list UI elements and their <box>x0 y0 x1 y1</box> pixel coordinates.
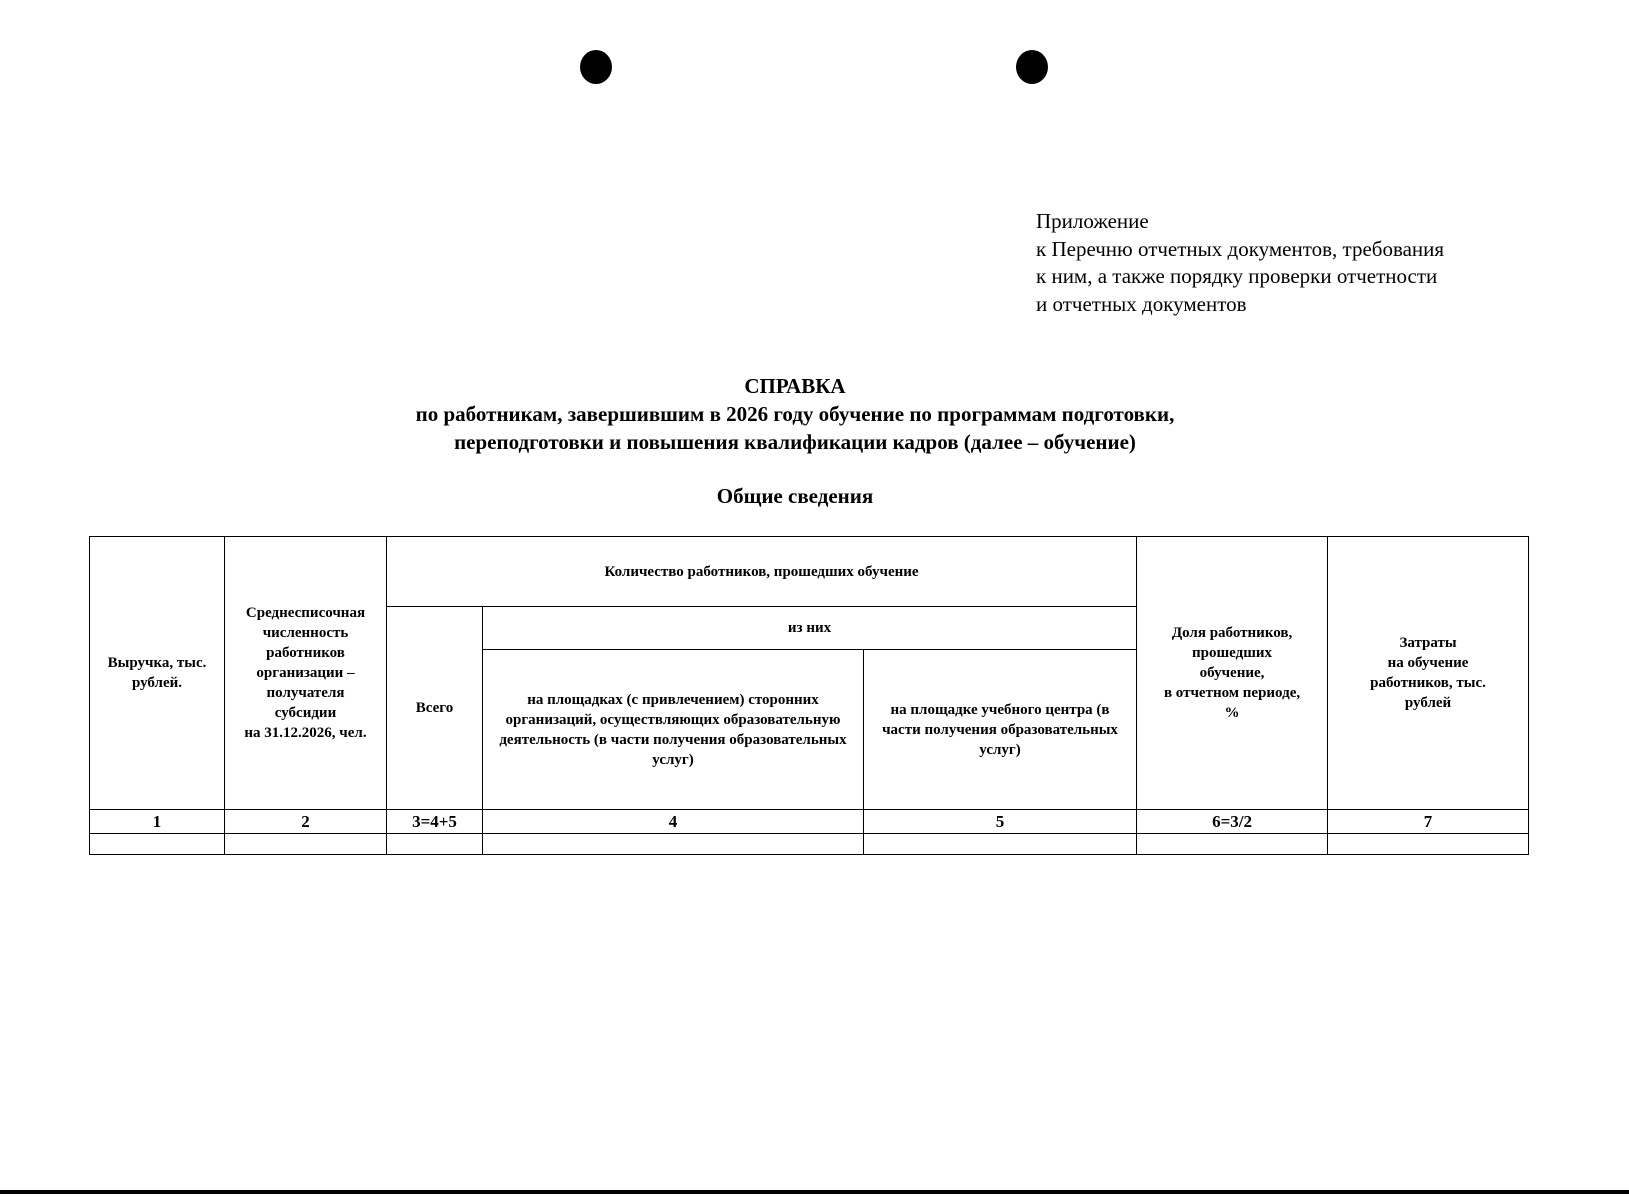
punch-hole-right <box>1016 50 1048 84</box>
column-number: 1 <box>90 810 225 834</box>
appendix-note <box>1036 208 1444 318</box>
column-number: 3=4+5 <box>387 810 483 834</box>
header-third-party-sites: на площадках (с привлечением) сторонних организаций, осуществляющих образовательную деятельность (в части получения образовательных услуг) <box>483 650 864 810</box>
column-number: 5 <box>864 810 1137 834</box>
document-heading: СПРАВКА <box>744 374 846 398</box>
table-cell <box>225 834 387 855</box>
header-training-costs <box>1328 537 1529 810</box>
header-line: работников <box>266 645 345 661</box>
header-line: в отчетном периоде, <box>1163 685 1301 701</box>
header-of-them: из них <box>483 607 1137 650</box>
header-training-center: на площадке учебного центра (в части получения образовательных услуг) <box>864 650 1137 810</box>
scan-bottom-edge <box>0 1190 1629 1194</box>
table-cell <box>387 834 483 855</box>
punch-hole-left <box>580 50 612 84</box>
header-line: рублей <box>1404 695 1452 711</box>
appendix-line: Приложение <box>1036 209 1149 233</box>
header-line: субсидии <box>274 705 337 721</box>
header-line: прошедших <box>1192 645 1273 661</box>
table-cell <box>1328 834 1529 855</box>
header-line: получателя <box>266 685 345 701</box>
table-cell <box>864 834 1137 855</box>
column-numbers-row <box>90 810 1529 834</box>
table-row <box>90 834 1529 855</box>
header-share-trained <box>1137 537 1328 810</box>
appendix-line: к Перечню отчетных документов, требования <box>1036 236 1445 261</box>
header-line: Затраты <box>1399 635 1457 651</box>
general-info-table <box>89 536 1529 855</box>
header-total: Всего <box>387 607 483 810</box>
section-title: Общие сведения <box>716 484 874 508</box>
header-trained-count: Количество работников, прошедших обучение <box>387 537 1137 607</box>
header-line: обучение, <box>1199 665 1265 681</box>
header-line: на обучение <box>1387 655 1469 671</box>
column-number: 6=3/2 <box>1137 810 1328 834</box>
header-line: Доля работников, <box>1171 625 1293 641</box>
column-number: 2 <box>225 810 387 834</box>
document-subtitle-line: по работникам, завершившим в 2026 году обучение по программам подготовки, <box>415 402 1175 426</box>
header-line: численность <box>262 625 349 641</box>
header-line: на 31.12.2026, чел. <box>244 725 367 741</box>
header-avg-headcount <box>225 537 387 810</box>
header-line: организации – <box>256 665 355 681</box>
document-subtitle-line: переподготовки и повышения квалификации кадров (далее – обучение) <box>454 430 1136 454</box>
table-cell <box>483 834 864 855</box>
header-line: работников, тыс. <box>1370 675 1486 691</box>
appendix-line: к ним, а также порядку проверки отчетности <box>1036 264 1438 288</box>
column-number: 7 <box>1328 810 1529 834</box>
document-title <box>0 372 1590 456</box>
table-cell <box>90 834 225 855</box>
header-revenue: Выручка, тыс. рублей. <box>90 537 225 810</box>
column-number: 4 <box>483 810 864 834</box>
table-cell <box>1137 834 1328 855</box>
header-line: % <box>1224 705 1240 721</box>
header-line: Среднесписочная <box>245 605 366 621</box>
appendix-line: и отчетных документов <box>1036 291 1247 316</box>
